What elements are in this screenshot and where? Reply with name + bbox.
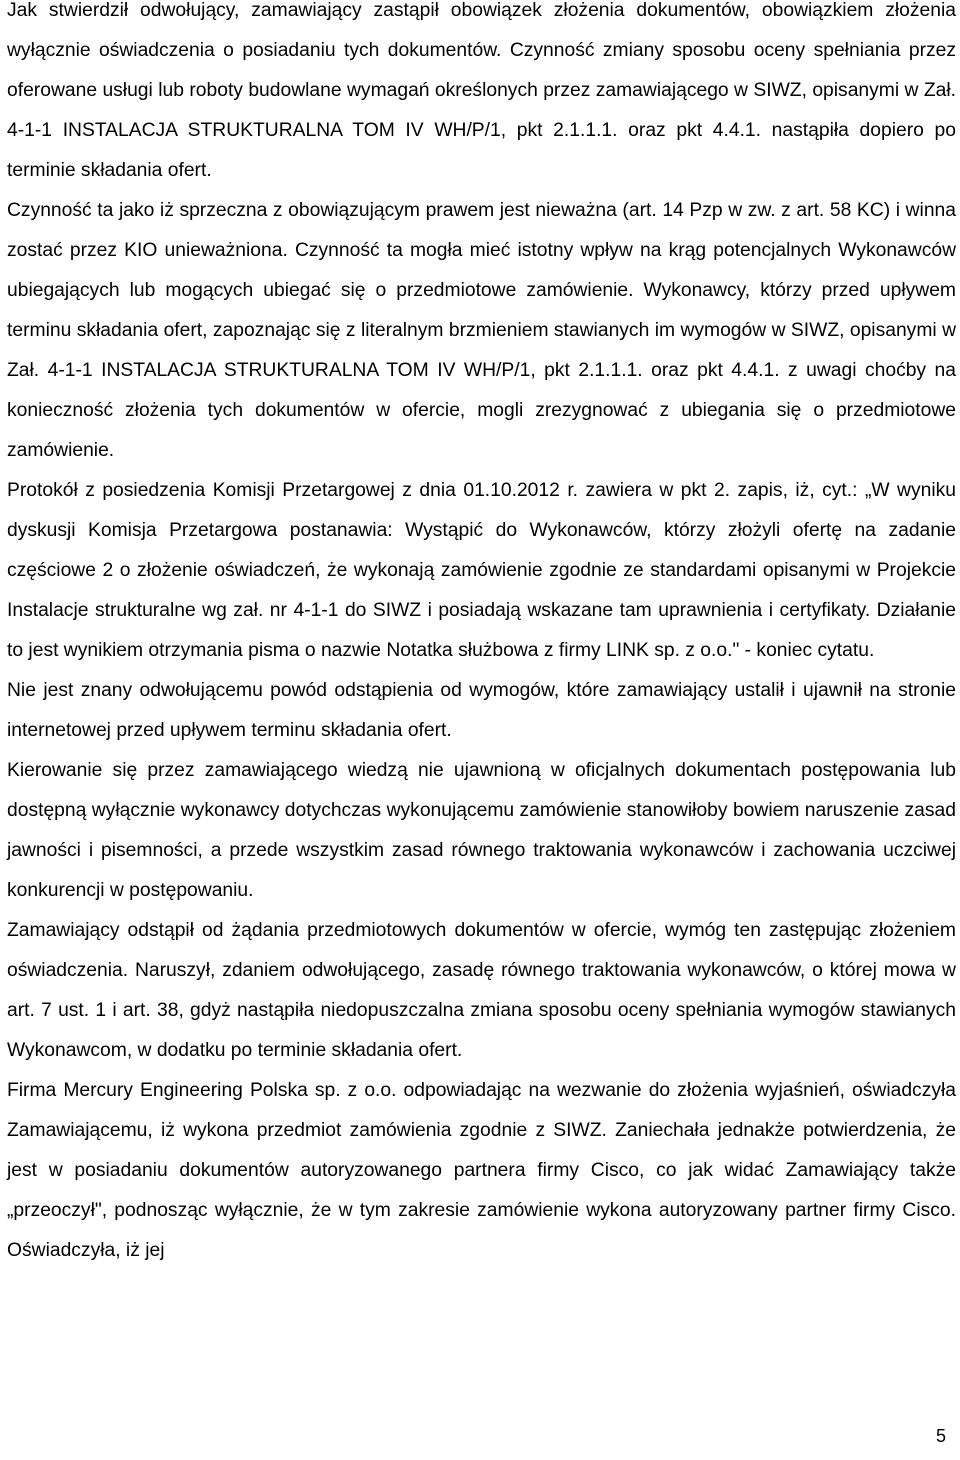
page-number: 5: [935, 1426, 946, 1446]
document-page: [7, 0, 956, 1271]
paragraph: Kierowanie się przez zamawiającego wiedzą nie ujawnioną w oficjalnych dokumentach postępowania lub dostępną wyłącznie wykonawcy dotychczas wykonującemu zamówienie stanowiłoby bowiem naruszenie zasad jawności i pisemności, a przede wszystkim zasad równego traktowania wykonawców i zachowania uczciwej konkurencji w postępowaniu.: [7, 760, 956, 901]
paragraph: Firma Mercury Engineering Polska sp. z o.o. odpowiadając na wezwanie do złożenia wyjaśnień, oświadczyła Zamawiającemu, iż wykona przedmiot zamówienia zgodnie z SIWZ. Zaniechała jednakże potwierdzenia, że jest w posiadaniu dokumentów autoryzowanego partnera firmy Cisco, co jak widać Zamawiający także „przeoczył", podnosząc wyłącznie, że w tym zakresie zamówienie wykona autoryzowany partner firmy Cisco. Oświadczyła, iż jej: [7, 1080, 956, 1261]
paragraph: Nie jest znany odwołującemu powód odstąpienia od wymogów, które zamawiający ustalił i ujawnił na stronie internetowej przed upływem terminu składania ofert.: [7, 680, 956, 741]
paragraph: Jak stwierdził odwołujący, zamawiający zastąpił obowiązek złożenia dokumentów, obowiązkiem złożenia wyłącznie oświadczenia o posiadaniu tych dokumentów. Czynność zmiany sposobu oceny spełniania przez oferowane usługi lub roboty budowlane wymagań określonych przez zamawiającego w SIWZ, opisanymi w Zał. 4-1-1 INSTALACJA STRUKTURALNA TOM IV WH/P/1, pkt 2.1.1.1. oraz pkt 4.4.1. nastąpiła dopiero po terminie składania ofert.: [7, 0, 956, 181]
paragraph: Zamawiający odstąpił od żądania przedmiotowych dokumentów w ofercie, wymóg ten zastępując złożeniem oświadczenia. Naruszył, zdaniem odwołującego, zasadę równego traktowania wykonawców, o której mowa w art. 7 ust. 1 i art. 38, gdyż nastąpiła niedopuszczalna zmiana sposobu oceny spełniania wymogów stawianych Wykonawcom, w dodatku po terminie składania ofert.: [7, 920, 956, 1061]
paragraph: Czynność ta jako iż sprzeczna z obowiązującym prawem jest nieważna (art. 14 Pzp w zw. z art. 58 KC) i winna zostać przez KIO unieważniona. Czynność ta mogła mieć istotny wpływ na krąg potencjalnych Wykonawców ubiegających lub mogących ubiegać się o przedmiotowe zamówienie. Wykonawcy, którzy przed upływem terminu składania ofert, zapoznając się z literalnym brzmieniem stawianych im wymogów w SIWZ, opisanymi w Zał. 4-1-1 INSTALACJA STRUKTURALNA TOM IV WH/P/1, pkt 2.1.1.1. oraz pkt 4.4.1. z uwagi choćby na konieczność złożenia tych dokumentów w ofercie, mogli zrezygnować z ubiegania się o przedmiotowe zamówienie.: [7, 200, 956, 461]
paragraph: Protokół z posiedzenia Komisji Przetargowej z dnia 01.10.2012 r. zawiera w pkt 2. zapis, iż, cyt.: „W wyniku dyskusji Komisja Przetargowa postanawia: Wystąpić do Wykonawców, którzy złożyli ofertę na zadanie częściowe 2 o złożenie oświadczeń, że wykonają zamówienie zgodnie ze standardami opisanymi w Projekcie Instalacje strukturalne wg zał. nr 4-1-1 do SIWZ i posiadają wskazane tam uprawnienia i certyfikaty. Działanie to jest wynikiem otrzymania pisma o nazwie Notatka służbowa z firmy LINK sp. z o.o." - koniec cytatu.: [7, 480, 956, 661]
